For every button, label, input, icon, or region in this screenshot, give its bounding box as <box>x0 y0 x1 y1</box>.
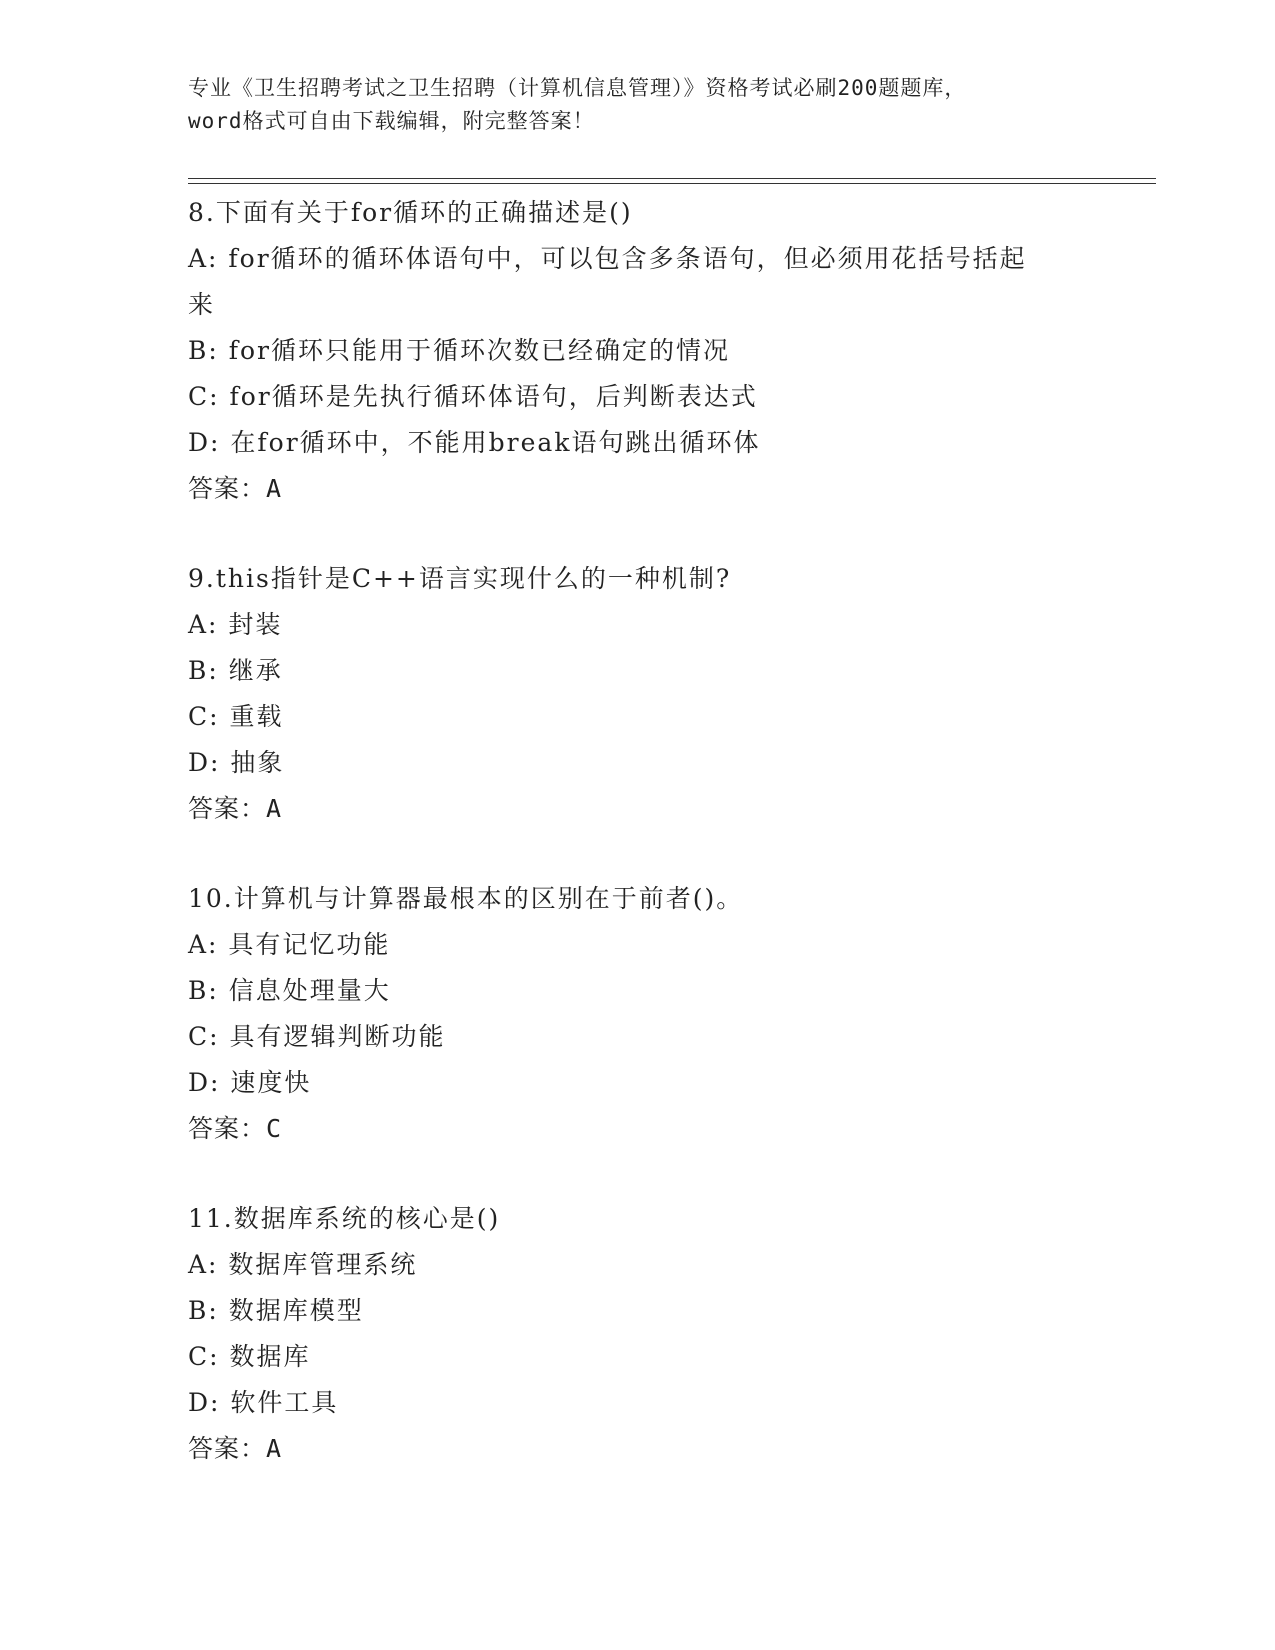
option-d: D: 速度快 <box>188 1068 312 1097</box>
question-title: 10.计算机与计算器最根本的区别在于前者()。 <box>188 884 744 913</box>
option-c: C: 数据库 <box>188 1342 311 1371</box>
question-title: 8.下面有关于for循环的正确描述是() <box>188 198 633 227</box>
option-b: B: 数据库模型 <box>188 1296 364 1325</box>
option-d: D: 软件工具 <box>188 1388 339 1417</box>
option-c: C: 具有逻辑判断功能 <box>188 1022 446 1051</box>
question-list <box>188 190 1088 1516</box>
answer: 答案：C <box>188 1114 283 1143</box>
option-a: A: for循环的循环体语句中，可以包含多条语句，但必须用花括号括起来 <box>188 244 1027 319</box>
answer: 答案：A <box>188 474 283 503</box>
question-title: 9.this指针是C++语言实现什么的一种机制? <box>188 564 732 593</box>
question-9 <box>188 556 1088 832</box>
option-a: A: 封装 <box>188 610 283 639</box>
document-header <box>188 72 1088 138</box>
header-divider-top <box>188 178 1156 179</box>
option-a: A: 数据库管理系统 <box>188 1250 418 1279</box>
option-d: D: 抽象 <box>188 748 285 777</box>
question-10 <box>188 876 1088 1152</box>
question-8 <box>188 190 1088 512</box>
answer: 答案：A <box>188 794 283 823</box>
option-d: D: 在for循环中，不能用break语句跳出循环体 <box>188 428 761 457</box>
option-a: A: 具有记忆功能 <box>188 930 391 959</box>
option-b: B: 继承 <box>188 656 283 685</box>
option-b: B: for循环只能用于循环次数已经确定的情况 <box>188 336 730 365</box>
header-divider-bottom <box>188 183 1156 184</box>
option-c: C: for循环是先执行循环体语句，后判断表达式 <box>188 382 758 411</box>
question-title: 11.数据库系统的核心是() <box>188 1204 501 1233</box>
header-line-1: 专业《卫生招聘考试之卫生招聘（计算机信息管理）》资格考试必刷200题题库， <box>188 76 967 100</box>
header-line-2: word格式可自由下载编辑，附完整答案！ <box>188 109 595 133</box>
option-c: C: 重载 <box>188 702 284 731</box>
option-b: B: 信息处理量大 <box>188 976 391 1005</box>
question-11 <box>188 1196 1088 1472</box>
answer: 答案：A <box>188 1434 283 1463</box>
